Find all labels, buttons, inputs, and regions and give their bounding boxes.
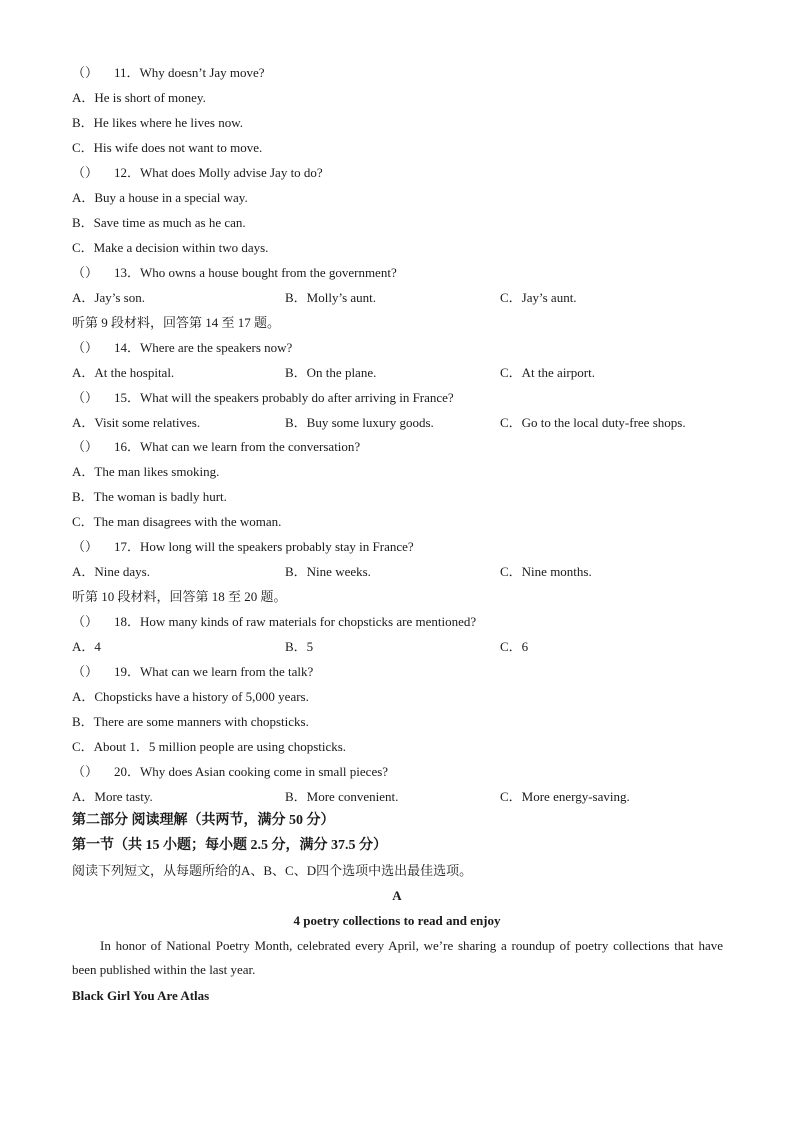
answer-blank [72, 264, 114, 282]
options-row [72, 563, 722, 581]
question-11: （ ）11．Why doesn’t Jay move? [72, 64, 265, 82]
option-b: B．5 [285, 639, 314, 654]
answer-blank [72, 164, 114, 182]
option-a: A．4 [72, 639, 101, 654]
answer-blank [72, 763, 114, 781]
passage-title: 4 poetry collections to read and enjoy [293, 913, 501, 928]
options-row [72, 788, 722, 806]
option-b: B．Nine weeks. [285, 564, 371, 579]
section-instruction: 听第 9 段材料，回答第 14 至 17 题。 [72, 315, 281, 330]
passage-letter: A [392, 888, 402, 903]
option-a: A．Visit some relatives. [72, 415, 201, 430]
options-row [72, 638, 722, 656]
option-c: C．More energy-saving. [500, 789, 630, 804]
answer-blank [72, 64, 114, 82]
option-b: B．He likes where he lives now. [72, 115, 244, 130]
question-19: （ ）19．What can we learn from the talk? [72, 663, 313, 681]
option-a: A．Chopsticks have a history of 5,000 years. [72, 689, 309, 704]
option-a: A．Jay’s son. [72, 290, 145, 305]
answer-blank [72, 339, 114, 357]
option-b: B．More convenient. [285, 789, 399, 804]
options-row [72, 364, 722, 382]
option-c: C．Make a decision within two days. [72, 240, 269, 255]
option-c: C．Jay’s aunt. [500, 290, 577, 305]
option-a: A．Nine days. [72, 564, 150, 579]
question-13: （ ）13．Who owns a house bought from the government? [72, 264, 397, 282]
option-c: C．6 [500, 639, 529, 654]
answer-blank [72, 538, 114, 556]
question-17: （ ）17．How long will the speakers probably stay in France? [72, 538, 414, 556]
question-15: （ ）15．What will the speakers probably do after arriving in France? [72, 389, 454, 407]
poetry-subheading: Black Girl You Are Atlas [72, 988, 210, 1003]
section-heading: 第一节（共 15 小题；每小题 2.5 分，满分 37.5 分） [72, 838, 387, 853]
option-a: A．More tasty. [72, 789, 153, 804]
answer-blank [72, 389, 114, 407]
option-b: B．Buy some luxury goods. [285, 415, 434, 430]
option-b: B．The woman is badly hurt. [72, 489, 227, 504]
passage-paragraph: In honor of National Poetry Month, celebrated every April, we’re sharing a roundup of poetry collections that have been published within the last year. [72, 938, 723, 977]
part-heading: 第二部分 阅读理解（共两节，满分 50 分） [72, 813, 335, 828]
reading-instructions: 阅读下列短文，从每题所给的A、B、C、D四个选项中选出最佳选项。 [72, 863, 473, 878]
answer-blank [72, 663, 114, 681]
question-20: （ ）20．Why does Asian cooking come in small pieces? [72, 763, 388, 781]
question-18: （ ）18．How many kinds of raw materials for chopsticks are mentioned? [72, 613, 476, 631]
answer-blank [72, 438, 114, 456]
options-row [72, 289, 722, 307]
option-c: C．Go to the local duty-free shops. [500, 415, 686, 430]
question-14: （ ）14．Where are the speakers now? [72, 339, 292, 357]
option-b: B．Save time as much as he can. [72, 215, 246, 230]
option-b: B．On the plane. [285, 365, 377, 380]
option-c: C．At the airport. [500, 365, 595, 380]
option-c: C．The man disagrees with the woman. [72, 514, 282, 529]
options-row [72, 414, 722, 432]
option-c: C．His wife does not want to move. [72, 140, 263, 155]
section-instruction: 听第 10 段材料，回答第 18 至 20 题。 [72, 589, 287, 604]
option-c: C．About 1．5 million people are using chopsticks. [72, 739, 347, 754]
option-a: A．Buy a house in a special way. [72, 190, 248, 205]
option-a: A．He is short of money. [72, 90, 206, 105]
option-b: B．Molly’s aunt. [285, 290, 377, 305]
answer-blank [72, 613, 114, 631]
option-b: B．There are some manners with chopsticks. [72, 714, 309, 729]
question-16: （ ）16．What can we learn from the conversation? [72, 438, 360, 456]
option-c: C．Nine months. [500, 564, 592, 579]
question-12: （ ）12．What does Molly advise Jay to do? [72, 164, 323, 182]
option-a: A．At the hospital. [72, 365, 175, 380]
option-a: A．The man likes smoking. [72, 464, 220, 479]
